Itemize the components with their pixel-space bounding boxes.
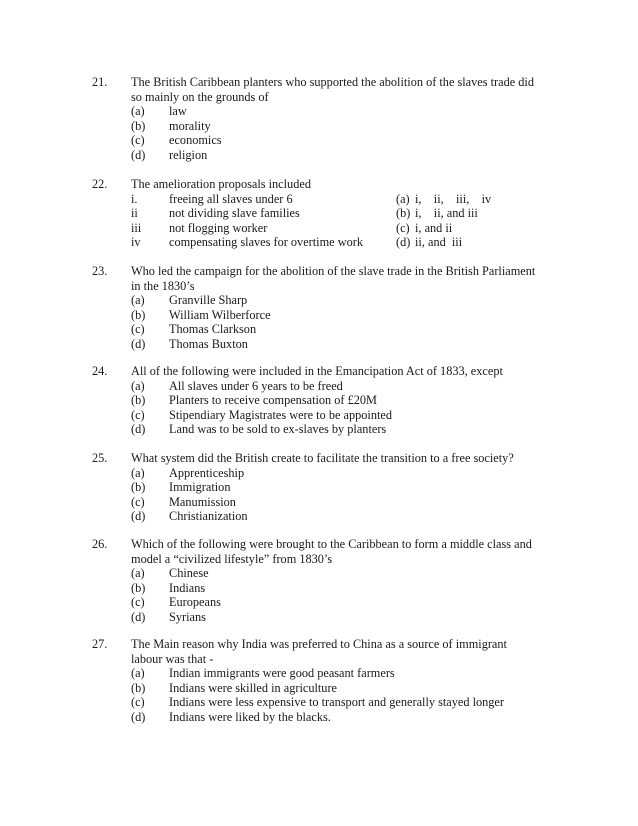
statement-numeral: i. xyxy=(131,191,138,206)
option-letter: (c) xyxy=(131,407,145,422)
question-stem xyxy=(131,264,551,293)
choice-letter: (c) xyxy=(396,220,410,235)
stem-line: Who led the campaign for the abolition of the slave trade in the British Parliament xyxy=(131,264,536,278)
option-text: Land was to be sold to ex-slaves by planters xyxy=(169,422,387,437)
option-text: morality xyxy=(169,118,211,133)
statement-text: compensating slaves for overtime work xyxy=(169,235,363,250)
option-c xyxy=(131,595,591,610)
option-text: All slaves under 6 years to be freed xyxy=(169,378,343,393)
option-text: Indian immigrants were good peasant farmers xyxy=(169,666,395,681)
choice-text: i, ii, and iii xyxy=(415,206,478,221)
option-letter: (a) xyxy=(131,465,145,480)
option-letter: (d) xyxy=(131,147,146,162)
option-text: law xyxy=(169,104,187,119)
question-stem xyxy=(131,177,551,192)
option-d xyxy=(131,509,591,524)
choice-letter: (a) xyxy=(396,191,410,206)
option-letter: (c) xyxy=(131,322,145,337)
question-number: 27. xyxy=(92,637,108,651)
choice-letter: (b) xyxy=(396,206,411,221)
option-text: Apprenticeship xyxy=(169,465,245,480)
option-text: religion xyxy=(169,147,208,162)
answer-options xyxy=(131,104,591,162)
answer-options xyxy=(131,379,591,437)
option-text: economics xyxy=(169,133,222,148)
option-letter: (d) xyxy=(131,609,146,624)
statement-list xyxy=(131,192,371,250)
stem-line: What system did the British create to facilitate the transition to a free society? xyxy=(131,451,514,465)
option-d xyxy=(131,610,591,625)
statement-numeral: ii xyxy=(131,206,138,221)
option-letter: (b) xyxy=(131,480,146,495)
option-d xyxy=(131,422,591,437)
stem-line: labour was that - xyxy=(131,651,214,666)
statement-numeral: iv xyxy=(131,235,141,250)
question-stem xyxy=(131,75,551,104)
answer-options xyxy=(131,566,591,624)
option-b xyxy=(131,480,591,495)
question-number: 22. xyxy=(92,177,108,191)
statement-text: not dividing slave families xyxy=(169,206,300,221)
option-d xyxy=(131,337,591,352)
choice-text: i, ii, iii, iv xyxy=(415,191,492,206)
option-a xyxy=(131,379,591,394)
answer-options xyxy=(131,293,591,351)
option-text: Granville Sharp xyxy=(169,293,248,308)
stem-line: The Main reason why India was preferred to China as a source of immigrant xyxy=(131,637,507,651)
option-text: Indians xyxy=(169,580,206,595)
answer-options xyxy=(131,466,591,524)
option-letter: (a) xyxy=(131,293,145,308)
stem-line: The British Caribbean planters who supported the abolition of the slaves trade did xyxy=(131,75,534,89)
question-number: 23. xyxy=(92,264,108,278)
option-text: Chinese xyxy=(169,566,209,581)
option-letter: (d) xyxy=(131,509,146,524)
stem-line: model a “civilized lifestyle” from 1830’s xyxy=(131,551,333,566)
option-b xyxy=(131,393,591,408)
option-letter: (c) xyxy=(131,133,145,148)
option-c xyxy=(131,495,591,510)
option-a xyxy=(131,104,591,119)
option-a xyxy=(131,466,591,481)
option-letter: (d) xyxy=(131,709,146,724)
choice-text: ii, and iii xyxy=(415,235,463,250)
option-b xyxy=(131,581,591,596)
stem-line: The amelioration proposals included xyxy=(131,177,311,191)
option-b xyxy=(131,119,591,134)
stem-line: so mainly on the grounds of xyxy=(131,89,269,104)
option-a xyxy=(131,666,591,681)
option-letter: (a) xyxy=(131,104,145,119)
option-letter: (c) xyxy=(131,695,145,710)
option-c xyxy=(131,133,591,148)
stem-line: in the 1830’s xyxy=(131,278,195,293)
option-letter: (b) xyxy=(131,680,146,695)
option-letter: (c) xyxy=(131,595,145,610)
option-text: Thomas Clarkson xyxy=(169,322,257,337)
option-text: Thomas Buxton xyxy=(169,336,248,351)
question-stem xyxy=(131,537,551,566)
answer-options xyxy=(131,666,591,724)
choice-c xyxy=(396,221,556,236)
question-number: 25. xyxy=(92,451,108,465)
option-c xyxy=(131,322,591,337)
option-d xyxy=(131,710,591,725)
option-text: Europeans xyxy=(169,595,221,610)
stem-line: Which of the following were brought to the Caribbean to form a middle class and xyxy=(131,537,532,551)
option-text: Syrians xyxy=(169,609,206,624)
statement-iv xyxy=(131,235,371,250)
option-b xyxy=(131,308,591,323)
option-c xyxy=(131,695,591,710)
option-text: William Wilberforce xyxy=(169,307,271,322)
choice-text: i, and ii xyxy=(415,220,453,235)
option-letter: (d) xyxy=(131,422,146,437)
statement-iii xyxy=(131,221,371,236)
question-stem xyxy=(131,451,551,466)
option-d xyxy=(131,148,591,163)
choice-d xyxy=(396,235,556,250)
question-number: 26. xyxy=(92,537,108,551)
option-text: Stipendiary Magistrates were to be appointed xyxy=(169,407,392,422)
option-letter: (b) xyxy=(131,118,146,133)
choice-letter: (d) xyxy=(396,235,411,250)
option-a xyxy=(131,293,591,308)
answer-choices xyxy=(396,192,556,250)
option-text: Manumission xyxy=(169,494,236,509)
option-letter: (a) xyxy=(131,566,145,581)
option-text: Christianization xyxy=(169,509,248,524)
statement-text: freeing all slaves under 6 xyxy=(169,191,293,206)
option-a xyxy=(131,566,591,581)
question-stem xyxy=(131,364,551,379)
option-c xyxy=(131,408,591,423)
stem-line: All of the following were included in the Emancipation Act of 1833, except xyxy=(131,364,503,378)
option-b xyxy=(131,681,591,696)
statement-text: not flogging worker xyxy=(169,220,268,235)
statement-i xyxy=(131,192,371,207)
statement-ii xyxy=(131,206,371,221)
option-letter: (c) xyxy=(131,494,145,509)
option-letter: (d) xyxy=(131,336,146,351)
option-letter: (b) xyxy=(131,580,146,595)
option-text: Indians were skilled in agriculture xyxy=(169,680,338,695)
choice-b xyxy=(396,206,556,221)
option-letter: (a) xyxy=(131,666,145,681)
option-text: Indians were less expensive to transport and generally stayed longer xyxy=(169,695,504,710)
statement-numeral: iii xyxy=(131,220,142,235)
choice-a xyxy=(396,192,556,207)
option-letter: (a) xyxy=(131,378,145,393)
option-text: Planters to receive compensation of £20M xyxy=(169,393,377,408)
option-letter: (b) xyxy=(131,393,146,408)
question-number: 21. xyxy=(92,75,108,89)
option-letter: (b) xyxy=(131,307,146,322)
option-text: Indians were liked by the blacks. xyxy=(169,709,331,724)
question-stem xyxy=(131,637,551,666)
option-text: Immigration xyxy=(169,480,231,495)
question-number: 24. xyxy=(92,364,108,378)
